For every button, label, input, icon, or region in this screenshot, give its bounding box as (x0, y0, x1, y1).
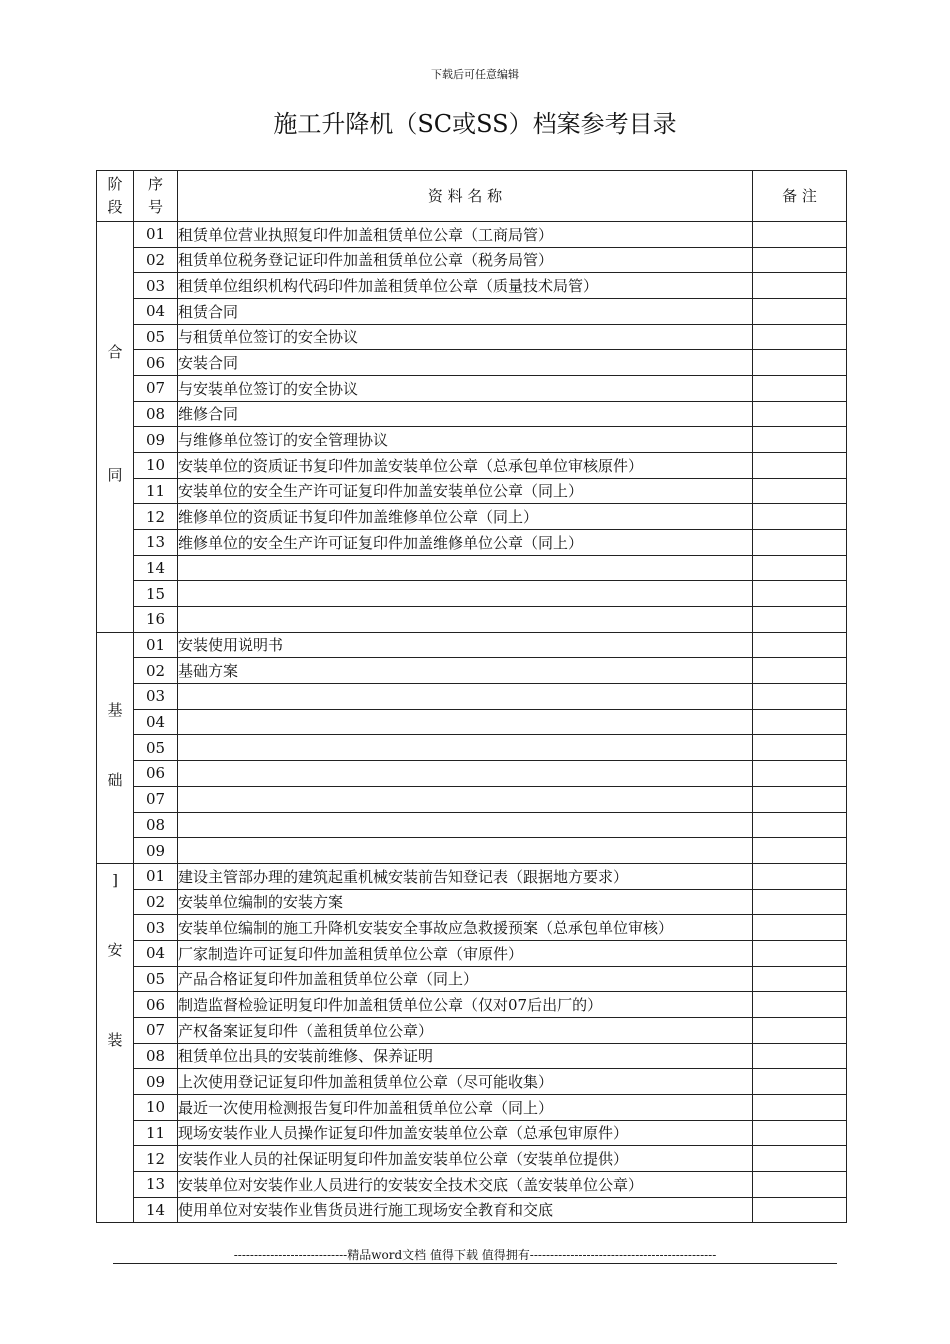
remark-cell (753, 452, 847, 478)
document-name-cell: 租赁合同 (178, 298, 753, 324)
row-number: 04 (134, 298, 178, 324)
row-number: 10 (134, 1094, 178, 1120)
remark-cell (753, 761, 847, 787)
remark-cell (753, 889, 847, 915)
page-title: 施工升降机（SC或SS）档案参考目录 (273, 110, 677, 138)
remark-cell (753, 1043, 847, 1069)
table-row (97, 529, 847, 555)
document-name-cell (178, 606, 753, 632)
row-number: 03 (134, 684, 178, 710)
remark-cell (753, 375, 847, 401)
remark-cell (753, 555, 847, 581)
table-row (97, 992, 847, 1018)
table-row (97, 940, 847, 966)
header-number (134, 171, 178, 222)
document-name-cell (178, 838, 753, 864)
header-number-line1: 序 (147, 175, 163, 193)
stage-label-char: 安 (107, 941, 123, 960)
row-number: 06 (134, 350, 178, 376)
remark-cell (753, 1120, 847, 1146)
row-number: 08 (134, 812, 178, 838)
table-row (97, 1017, 847, 1043)
table-row (97, 606, 847, 632)
document-name-cell (178, 761, 753, 787)
remark-cell (753, 992, 847, 1018)
remark-cell (753, 735, 847, 761)
row-number: 02 (134, 889, 178, 915)
stage-label-char: 合 (107, 342, 123, 361)
table-row (97, 1069, 847, 1095)
remark-cell (753, 401, 847, 427)
remark-cell (753, 350, 847, 376)
document-name-cell (178, 786, 753, 812)
stage-cell (97, 863, 134, 1222)
document-name-cell: 维修单位的安全生产许可证复印件加盖维修单位公章（同上） (178, 529, 753, 555)
table-row (97, 786, 847, 812)
document-name-cell: 制造监督检验证明复印件加盖租赁单位公章（仅对07后出厂的） (178, 992, 753, 1018)
document-name-cell: 安装合同 (178, 350, 753, 376)
footer-text: ----------------------------精品word文档 值得下载 值得拥有---------------------------------------------- (233, 1248, 717, 1262)
document-name-cell: 使用单位对安装作业售货员进行施工现场安全教育和交底 (178, 1197, 753, 1223)
table-row (97, 709, 847, 735)
remark-cell (753, 581, 847, 607)
document-name-cell: 厂家制造许可证复印件加盖租赁单位公章（审原件） (178, 940, 753, 966)
table-row (97, 863, 847, 889)
table-header-row (97, 171, 847, 222)
row-number: 09 (134, 838, 178, 864)
table-row (97, 966, 847, 992)
table-row (97, 1171, 847, 1197)
document-name-cell (178, 555, 753, 581)
table-row (97, 889, 847, 915)
remark-cell (753, 1069, 847, 1095)
document-name-cell: 租赁单位营业执照复印件加盖租赁单位公章（工商局管） (178, 222, 753, 248)
document-name-cell: 安装单位的资质证书复印件加盖安装单位公章（总承包单位审核原件） (178, 452, 753, 478)
row-number: 06 (134, 761, 178, 787)
document-name-cell: 与安装单位签订的安全协议 (178, 375, 753, 401)
table-row (97, 555, 847, 581)
remark-cell (753, 1017, 847, 1043)
row-number: 13 (134, 1171, 178, 1197)
document-name-cell: 维修合同 (178, 401, 753, 427)
document-name-cell: 与维修单位签订的安全管理协议 (178, 427, 753, 453)
row-number: 14 (134, 1197, 178, 1223)
document-name-cell: 安装使用说明书 (178, 632, 753, 658)
remark-cell (753, 504, 847, 530)
row-number: 05 (134, 324, 178, 350)
remark-cell (753, 709, 847, 735)
row-number: 09 (134, 1069, 178, 1095)
row-number: 08 (134, 1043, 178, 1069)
stage-label-char: 装 (107, 1030, 123, 1049)
remark-cell (753, 298, 847, 324)
row-number: 01 (134, 222, 178, 248)
document-name-cell: 安装单位的安全生产许可证复印件加盖安装单位公章（同上） (178, 478, 753, 504)
remark-cell (753, 812, 847, 838)
row-number: 11 (134, 1120, 178, 1146)
row-number: 15 (134, 581, 178, 607)
row-number: 07 (134, 786, 178, 812)
footer-rule (113, 1263, 837, 1264)
remark-cell (753, 1171, 847, 1197)
document-name-cell: 租赁单位组织机构代码印件加盖租赁单位公章（质量技术局管） (178, 273, 753, 299)
document-name-cell: 安装单位编制的施工升降机安装安全事故应急救援预案（总承包单位审核） (178, 915, 753, 941)
row-number: 01 (134, 632, 178, 658)
table-row (97, 478, 847, 504)
remark-cell (753, 1094, 847, 1120)
stage-cell (97, 632, 134, 863)
table-row (97, 684, 847, 710)
document-name-cell: 安装作业人员的社保证明复印件加盖安装单位公章（安装单位提供） (178, 1146, 753, 1172)
row-number: 11 (134, 478, 178, 504)
row-number: 06 (134, 992, 178, 1018)
catalog-table (96, 170, 847, 1223)
row-number: 12 (134, 504, 178, 530)
header-number-line2: 号 (147, 198, 163, 216)
row-number: 10 (134, 452, 178, 478)
table-row (97, 915, 847, 941)
row-number: 04 (134, 709, 178, 735)
remark-cell (753, 1146, 847, 1172)
remark-cell (753, 966, 847, 992)
table-row (97, 761, 847, 787)
document-name-cell (178, 684, 753, 710)
remark-cell (753, 606, 847, 632)
table-row (97, 838, 847, 864)
header-stage-line2: 段 (107, 198, 123, 216)
remark-cell (753, 478, 847, 504)
document-name-cell (178, 709, 753, 735)
table-row (97, 452, 847, 478)
table-row (97, 401, 847, 427)
row-number: 05 (134, 966, 178, 992)
row-number: 05 (134, 735, 178, 761)
table-row (97, 1120, 847, 1146)
header-document-name: 资 料 名 称 (178, 171, 753, 222)
stage-label-char: 同 (107, 465, 123, 484)
table-row (97, 247, 847, 273)
row-number: 03 (134, 915, 178, 941)
row-number: 13 (134, 529, 178, 555)
table-row (97, 581, 847, 607)
row-number: 07 (134, 1017, 178, 1043)
row-number: 04 (134, 940, 178, 966)
remark-cell (753, 658, 847, 684)
row-number: 02 (134, 658, 178, 684)
document-name-cell: 上次使用登记证复印件加盖租赁单位公章（尽可能收集） (178, 1069, 753, 1095)
row-number: 14 (134, 555, 178, 581)
remark-cell (753, 324, 847, 350)
remark-cell (753, 915, 847, 941)
remark-cell (753, 940, 847, 966)
remark-cell (753, 427, 847, 453)
document-name-cell (178, 581, 753, 607)
stage-label-char: ] (112, 871, 118, 890)
row-number: 08 (134, 401, 178, 427)
document-name-cell: 基础方案 (178, 658, 753, 684)
remark-cell (753, 786, 847, 812)
document-name-cell: 安装单位编制的安装方案 (178, 889, 753, 915)
document-name-cell: 产权备案证复印件（盖租赁单位公章） (178, 1017, 753, 1043)
table-body (97, 222, 847, 1223)
table-row (97, 504, 847, 530)
remark-cell (753, 632, 847, 658)
stage-label-char: 基 (107, 701, 123, 720)
row-number: 03 (134, 273, 178, 299)
table-row (97, 375, 847, 401)
table-row (97, 812, 847, 838)
table-row (97, 1146, 847, 1172)
document-name-cell: 安装单位对安装作业人员进行的安装安全技术交底（盖安装单位公章） (178, 1171, 753, 1197)
table-row (97, 735, 847, 761)
remark-cell (753, 273, 847, 299)
document-name-cell: 租赁单位出具的安装前维修、保养证明 (178, 1043, 753, 1069)
row-number: 01 (134, 863, 178, 889)
document-name-cell: 现场安装作业人员操作证复印件加盖安装单位公章（总承包审原件） (178, 1120, 753, 1146)
document-name-cell (178, 735, 753, 761)
document-name-cell: 与租赁单位签订的安全协议 (178, 324, 753, 350)
table-row (97, 427, 847, 453)
table-row (97, 658, 847, 684)
header-stage-line1: 阶 (107, 175, 123, 193)
row-number: 09 (134, 427, 178, 453)
table-row (97, 222, 847, 248)
table-row (97, 1043, 847, 1069)
stage-cell (97, 222, 134, 633)
stage-label-char: 础 (107, 770, 123, 789)
document-name-cell: 建设主管部办理的建筑起重机械安装前告知登记表（跟据地方要求） (178, 863, 753, 889)
table-row (97, 1197, 847, 1223)
remark-cell (753, 863, 847, 889)
row-number: 02 (134, 247, 178, 273)
header-remark: 备 注 (753, 171, 847, 222)
remark-cell (753, 838, 847, 864)
remark-cell (753, 222, 847, 248)
remark-cell (753, 684, 847, 710)
document-name-cell: 租赁单位税务登记证印件加盖租赁单位公章（税务局管） (178, 247, 753, 273)
table-row (97, 324, 847, 350)
table-row (97, 298, 847, 324)
table-row (97, 632, 847, 658)
remark-cell (753, 247, 847, 273)
document-name-cell: 最近一次使用检测报告复印件加盖租赁单位公章（同上） (178, 1094, 753, 1120)
document-name-cell: 产品合格证复印件加盖租赁单位公章（同上） (178, 966, 753, 992)
header-note: 下载后可任意编辑 (431, 68, 519, 81)
header-stage (97, 171, 134, 222)
remark-cell (753, 1197, 847, 1223)
table-row (97, 1094, 847, 1120)
row-number: 12 (134, 1146, 178, 1172)
row-number: 07 (134, 375, 178, 401)
table-row (97, 273, 847, 299)
row-number: 16 (134, 606, 178, 632)
document-name-cell (178, 812, 753, 838)
document-name-cell: 维修单位的资质证书复印件加盖维修单位公章（同上） (178, 504, 753, 530)
remark-cell (753, 529, 847, 555)
table-row (97, 350, 847, 376)
